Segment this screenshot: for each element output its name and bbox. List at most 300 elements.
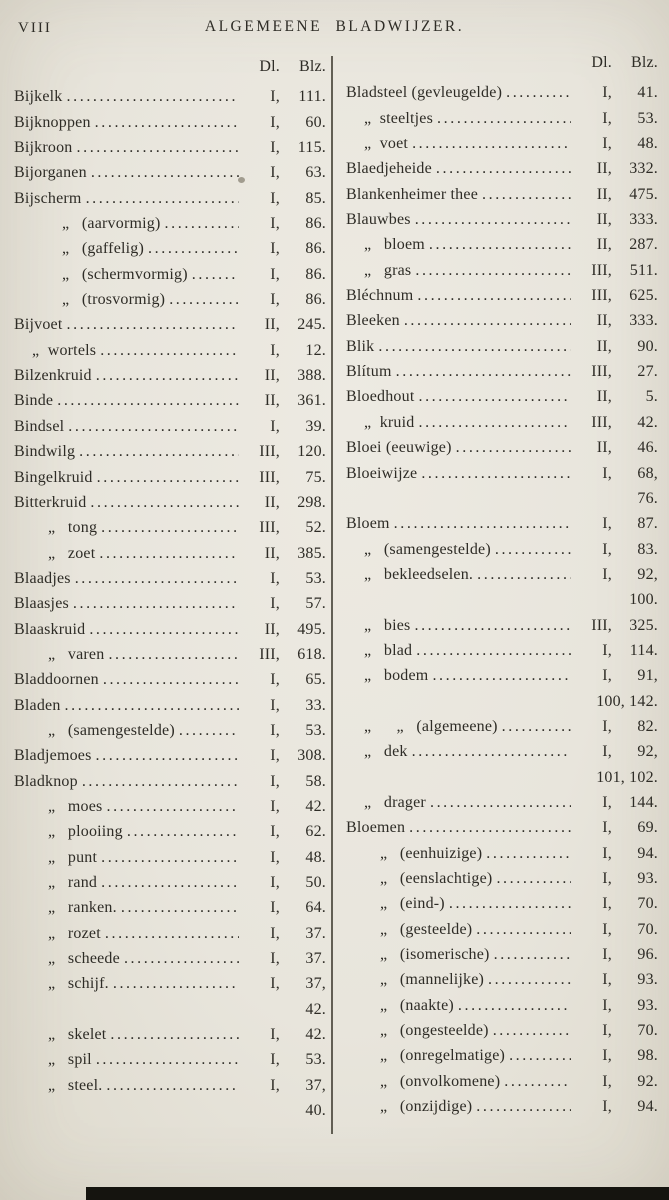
entry-page: 37, xyxy=(305,975,326,993)
entry-page: 98. xyxy=(637,1047,658,1065)
dot-leader xyxy=(404,312,571,330)
entry-term: „ ranken. xyxy=(48,899,117,917)
dot-leader xyxy=(412,743,571,761)
entry-volume: II, xyxy=(596,337,612,355)
entry-page: 68, xyxy=(637,464,658,482)
dot-leader xyxy=(106,1077,239,1095)
entry-page: 37. xyxy=(305,924,326,942)
index-entry xyxy=(346,997,658,1022)
entry-volume: I, xyxy=(270,1051,280,1069)
entry-term: Bléchnum xyxy=(346,287,414,305)
dot-leader xyxy=(482,186,571,204)
entry-volume: I, xyxy=(270,113,280,131)
entry-volume: I, xyxy=(270,164,280,182)
dot-leader xyxy=(429,236,571,254)
dot-leader xyxy=(148,240,239,258)
dot-leader xyxy=(100,342,239,360)
dot-leader xyxy=(169,291,239,309)
index-entry xyxy=(14,1077,326,1102)
entry-volume: I, xyxy=(270,341,280,359)
index-entry xyxy=(14,773,326,798)
index-entry xyxy=(14,266,326,291)
entry-volume: I, xyxy=(602,1047,612,1065)
index-entry xyxy=(346,414,658,439)
entry-term: „ bodem xyxy=(364,667,429,685)
entry-page: 37. xyxy=(305,950,326,968)
dot-leader xyxy=(396,363,571,381)
dot-leader xyxy=(101,519,239,537)
dot-leader xyxy=(415,262,571,280)
entry-volume: I, xyxy=(602,464,612,482)
entry-term: „ voet xyxy=(364,135,409,153)
entry-page: 115. xyxy=(297,139,326,157)
entry-volume: II, xyxy=(596,388,612,406)
entry-volume: I, xyxy=(602,895,612,913)
entry-term: Bladdoornen xyxy=(14,671,99,689)
entry-term: „ (eind-) xyxy=(380,895,445,913)
entry-page: 96. xyxy=(637,946,658,964)
entry-volume: I, xyxy=(270,215,280,233)
index-entry xyxy=(14,190,326,215)
entry-term: „ (gaffelig) xyxy=(62,240,145,258)
entry-term: Blik xyxy=(346,337,375,355)
entry-volume: I, xyxy=(270,848,280,866)
index-entry xyxy=(14,240,326,265)
index-entry xyxy=(14,469,326,494)
index-entry xyxy=(346,287,658,312)
entry-volume: I, xyxy=(602,1098,612,1116)
dot-leader xyxy=(421,465,571,483)
entry-page: 48. xyxy=(305,848,326,866)
column-divider xyxy=(331,56,333,1134)
dot-leader xyxy=(90,494,239,512)
entry-page: 69. xyxy=(637,819,658,837)
dot-leader xyxy=(437,110,571,128)
entry-page: 85. xyxy=(305,189,326,207)
index-entry xyxy=(346,845,658,870)
entry-term: „ bekleedselen. xyxy=(364,565,474,583)
entry-volume: I, xyxy=(270,595,280,613)
index-entry xyxy=(14,392,326,417)
entry-term: „ plooiing xyxy=(48,823,123,841)
entry-volume: I, xyxy=(270,417,280,435)
entry-term: Bloemen xyxy=(346,819,406,837)
entry-page: 52. xyxy=(305,519,326,537)
entry-volume: II, xyxy=(264,493,280,511)
index-entry xyxy=(346,541,658,566)
entry-term: Bladknop xyxy=(14,772,78,790)
entry-volume: I, xyxy=(270,772,280,790)
index-entry xyxy=(346,515,658,540)
entry-page: 40. xyxy=(305,1102,326,1120)
entry-volume: I, xyxy=(602,1072,612,1090)
index-entry xyxy=(14,443,326,468)
index-entry xyxy=(14,925,326,950)
dot-leader xyxy=(91,164,239,182)
entry-term: „ (onvolkomene) xyxy=(380,1072,501,1090)
dot-leader xyxy=(99,545,239,563)
entry-term: Blaaskruid xyxy=(14,620,86,638)
dot-leader xyxy=(418,388,571,406)
dot-leader xyxy=(509,1047,571,1065)
entry-term: „ „ (algemeene) xyxy=(364,717,498,735)
entry-term: „ punt xyxy=(48,848,98,866)
entry-page: 76. xyxy=(637,489,658,507)
dot-leader xyxy=(414,617,571,635)
entry-page: 385. xyxy=(297,544,326,562)
entry-volume: I, xyxy=(270,924,280,942)
index-entry xyxy=(346,921,658,946)
index-entry xyxy=(346,946,658,971)
dot-leader xyxy=(124,950,239,968)
dot-leader xyxy=(418,414,571,432)
entry-term: „ varen xyxy=(48,645,105,663)
index-entry xyxy=(14,291,326,316)
entry-term: „ (schermvormig) xyxy=(62,265,188,283)
dot-leader xyxy=(179,722,239,740)
entry-page: 41. xyxy=(637,84,658,102)
index-entry xyxy=(346,743,658,768)
entry-term: Bloem xyxy=(346,515,390,533)
entry-volume: I, xyxy=(602,1022,612,1040)
entry-term: „ spil xyxy=(48,1051,92,1069)
entry-page: 114. xyxy=(629,641,658,659)
entry-page: 100. xyxy=(629,591,658,609)
entry-term: Blaasjes xyxy=(14,595,69,613)
dot-leader xyxy=(504,1073,571,1091)
entry-page: 111. xyxy=(298,88,326,106)
entry-term: Blítum xyxy=(346,363,392,381)
index-entry xyxy=(14,1001,326,1026)
dot-leader xyxy=(493,1022,571,1040)
dot-leader xyxy=(458,997,571,1015)
index-entry xyxy=(14,874,326,899)
index-entry xyxy=(14,1102,326,1127)
entry-volume: I, xyxy=(270,240,280,258)
dot-leader xyxy=(57,392,239,410)
dot-leader xyxy=(75,570,239,588)
entry-volume: I, xyxy=(270,899,280,917)
entry-volume: I, xyxy=(602,844,612,862)
entry-volume: I, xyxy=(270,1076,280,1094)
entry-term: Blaedjeheide xyxy=(346,160,432,178)
entry-page: 53. xyxy=(305,569,326,587)
entry-term: „ scheede xyxy=(48,950,120,968)
entry-volume: III, xyxy=(591,616,612,634)
entry-page: 86. xyxy=(305,265,326,283)
index-entry xyxy=(14,494,326,519)
entry-page: 86. xyxy=(305,215,326,233)
entry-page: 58. xyxy=(305,772,326,790)
dot-leader xyxy=(430,794,571,812)
entry-page: 42. xyxy=(637,413,658,431)
entry-term: „ (eenhuizige) xyxy=(380,844,483,862)
index-entry xyxy=(14,164,326,189)
entry-term: Bladjemoes xyxy=(14,747,92,765)
dot-leader xyxy=(477,566,571,584)
entry-page: 287. xyxy=(629,236,658,254)
index-entry xyxy=(346,135,658,160)
entry-page: 332. xyxy=(629,160,658,178)
entry-volume: II, xyxy=(264,620,280,638)
entry-term: Bindsel xyxy=(14,417,65,435)
dot-leader xyxy=(449,895,571,913)
entry-page: 90. xyxy=(637,337,658,355)
index-entry xyxy=(14,114,326,139)
entry-page: 93. xyxy=(637,996,658,1014)
dot-leader xyxy=(103,671,239,689)
index-entry xyxy=(14,545,326,570)
page-column-header: Blz. xyxy=(630,54,658,71)
entry-page: 120. xyxy=(297,443,326,461)
entry-volume: III, xyxy=(591,287,612,305)
entry-page: 48. xyxy=(637,135,658,153)
entry-term: Bleeken xyxy=(346,312,400,330)
index-entry xyxy=(346,819,658,844)
entry-volume: I, xyxy=(270,797,280,815)
entry-term: „ (ongesteelde) xyxy=(380,1022,489,1040)
entry-page: 325. xyxy=(629,616,658,634)
index-entry xyxy=(346,262,658,287)
entry-page: 475. xyxy=(629,185,658,203)
entry-page: 37, xyxy=(305,1076,326,1094)
index-entry xyxy=(14,1026,326,1051)
index-entry xyxy=(14,139,326,164)
entry-volume: I, xyxy=(602,667,612,685)
index-entry xyxy=(346,236,658,261)
index-entry xyxy=(346,1098,658,1123)
index-entry xyxy=(14,849,326,874)
dot-leader xyxy=(165,215,239,233)
entry-page: 361. xyxy=(297,392,326,410)
volume-column-header: Dl. xyxy=(259,58,280,75)
entry-page: 75. xyxy=(305,468,326,486)
entry-volume: I, xyxy=(270,874,280,891)
entry-page: 33. xyxy=(305,696,326,714)
index-entry xyxy=(14,418,326,443)
entry-term: Bijvoet xyxy=(14,316,63,334)
volume-column-header: Dl. xyxy=(591,54,612,71)
entry-volume: II, xyxy=(596,160,612,178)
entry-page: 495. xyxy=(297,620,326,638)
dot-leader xyxy=(394,515,571,533)
entry-page: 46. xyxy=(637,439,658,457)
index-entry xyxy=(14,899,326,924)
entry-volume: II, xyxy=(596,439,612,457)
entry-page: 5. xyxy=(645,388,658,406)
entry-volume: II, xyxy=(596,312,612,330)
dot-leader xyxy=(412,135,571,153)
index-entry xyxy=(346,186,658,211)
entry-term: „ (samengestelde) xyxy=(364,540,491,558)
dot-leader xyxy=(486,845,571,863)
entry-page: 42. xyxy=(305,1000,326,1018)
entry-term: „ drager xyxy=(364,793,426,811)
entry-term: „ tong xyxy=(48,519,98,537)
entry-volume: I, xyxy=(602,641,612,659)
entry-page: 92, xyxy=(637,743,658,761)
entry-term: Bloeiwijze xyxy=(346,464,418,482)
dot-leader xyxy=(79,443,239,461)
entry-volume: III, xyxy=(259,645,280,663)
dot-leader xyxy=(496,870,571,888)
dot-leader xyxy=(409,819,571,837)
dot-leader xyxy=(101,874,239,892)
entry-volume: I, xyxy=(602,920,612,938)
entry-volume: III, xyxy=(259,519,280,537)
index-entry xyxy=(346,794,658,819)
entry-volume: I, xyxy=(270,823,280,841)
entry-volume: I, xyxy=(602,946,612,964)
entry-page: 50. xyxy=(305,874,326,891)
right-column xyxy=(346,54,658,1123)
entry-page: 42. xyxy=(305,797,326,815)
entry-page: 94. xyxy=(637,844,658,862)
entry-page: 64. xyxy=(305,899,326,917)
dot-leader xyxy=(95,114,239,132)
dot-leader xyxy=(97,469,239,487)
entry-page: 62. xyxy=(305,823,326,841)
entry-volume: II, xyxy=(264,544,280,562)
entry-term: Bloedhout xyxy=(346,388,415,406)
index-entry xyxy=(346,667,658,692)
index-entry xyxy=(14,823,326,848)
entry-term: „ zoet xyxy=(48,544,96,562)
entry-volume: II, xyxy=(596,236,612,254)
entry-volume: I, xyxy=(270,721,280,739)
dot-leader xyxy=(436,160,571,178)
entry-term: Bitterkruid xyxy=(14,493,87,511)
entry-page: 86. xyxy=(305,240,326,258)
entry-term: Bladen xyxy=(14,696,61,714)
entry-term: „ bies xyxy=(364,616,411,634)
dot-leader xyxy=(502,718,571,736)
entry-volume: I, xyxy=(602,743,612,761)
dot-leader xyxy=(82,773,239,791)
index-entry xyxy=(346,1073,658,1098)
dot-leader xyxy=(96,747,239,765)
entry-volume: I, xyxy=(602,870,612,887)
entry-page: 333. xyxy=(629,312,658,330)
index-entry xyxy=(14,950,326,975)
entry-page: 93. xyxy=(637,870,658,887)
index-entry xyxy=(14,975,326,1000)
entry-page: 298. xyxy=(297,493,326,511)
entry-volume: II, xyxy=(264,392,280,410)
index-entry xyxy=(14,367,326,392)
page-number: VIII xyxy=(18,20,52,36)
entry-term: „ schijf. xyxy=(48,975,109,993)
dot-leader xyxy=(96,1051,239,1069)
index-entry xyxy=(14,316,326,341)
index-entry xyxy=(346,211,658,236)
entry-term: „ wortels xyxy=(32,341,97,359)
entry-page: 39. xyxy=(305,417,326,435)
entry-volume: I, xyxy=(270,139,280,157)
index-entry xyxy=(14,621,326,646)
entry-volume: III, xyxy=(259,468,280,486)
left-column-entries xyxy=(14,88,326,1127)
index-entry xyxy=(346,617,658,642)
index-entry xyxy=(346,110,658,135)
entry-term: Bijkelk xyxy=(14,88,63,106)
entry-volume: III, xyxy=(591,261,612,279)
entry-volume: I, xyxy=(602,135,612,153)
dot-leader xyxy=(415,211,571,229)
entry-term: „ (onregelmatige) xyxy=(380,1047,506,1065)
entry-page: 94. xyxy=(637,1098,658,1116)
left-column-header xyxy=(14,58,326,83)
dot-leader xyxy=(77,139,240,157)
entry-page: 27. xyxy=(637,363,658,381)
entry-term: „ (onzijdige) xyxy=(380,1098,473,1116)
index-entry xyxy=(346,338,658,363)
entry-term: Bilzenkruid xyxy=(14,367,92,385)
entry-page: 93. xyxy=(637,971,658,989)
dot-leader xyxy=(432,667,571,685)
entry-volume: I, xyxy=(602,971,612,989)
index-entry xyxy=(346,870,658,895)
entry-page: 144. xyxy=(629,793,658,811)
entry-page: 308. xyxy=(297,747,326,765)
entry-page: 65. xyxy=(305,671,326,689)
index-entry xyxy=(346,465,658,490)
entry-term: „ steel. xyxy=(48,1076,103,1094)
dot-leader xyxy=(121,899,239,917)
index-entry xyxy=(14,722,326,747)
entry-term: Bindwilg xyxy=(14,443,76,461)
dot-leader xyxy=(110,1026,239,1044)
right-column-header xyxy=(346,54,658,79)
entry-volume: I, xyxy=(602,996,612,1014)
index-entry xyxy=(346,1047,658,1072)
entry-page: 12. xyxy=(305,341,326,359)
dot-leader xyxy=(456,439,571,457)
index-entry xyxy=(346,490,658,515)
index-entry xyxy=(14,519,326,544)
entry-term: „ (naakte) xyxy=(380,996,454,1014)
entry-volume: I, xyxy=(270,696,280,714)
entry-term: „ rand xyxy=(48,874,98,891)
scan-artifact-bar xyxy=(86,1187,669,1200)
index-entry xyxy=(346,84,658,109)
index-entry xyxy=(346,769,658,794)
entry-term: Blaadjes xyxy=(14,569,71,587)
index-entry xyxy=(14,88,326,113)
entry-page: 70. xyxy=(637,920,658,938)
entry-term: „ gras xyxy=(364,261,412,279)
dot-leader xyxy=(73,595,239,613)
index-entry xyxy=(14,595,326,620)
index-entry xyxy=(14,798,326,823)
dot-leader xyxy=(68,418,239,436)
entry-page: 83. xyxy=(637,540,658,558)
index-entry xyxy=(346,160,658,185)
dot-leader xyxy=(192,266,239,284)
entry-page: 82. xyxy=(637,717,658,735)
entry-page: 511. xyxy=(629,261,658,279)
entry-page: 70. xyxy=(637,1022,658,1040)
entry-volume: I, xyxy=(270,975,280,993)
entry-term: Bladsteel (gevleugelde) xyxy=(346,84,503,102)
dot-leader xyxy=(417,287,571,305)
entry-page: 92, xyxy=(637,565,658,583)
dot-leader xyxy=(106,798,239,816)
dot-leader xyxy=(105,925,239,943)
entry-page: 91, xyxy=(637,667,658,685)
dot-leader xyxy=(89,621,239,639)
entry-page: 53. xyxy=(305,1051,326,1069)
